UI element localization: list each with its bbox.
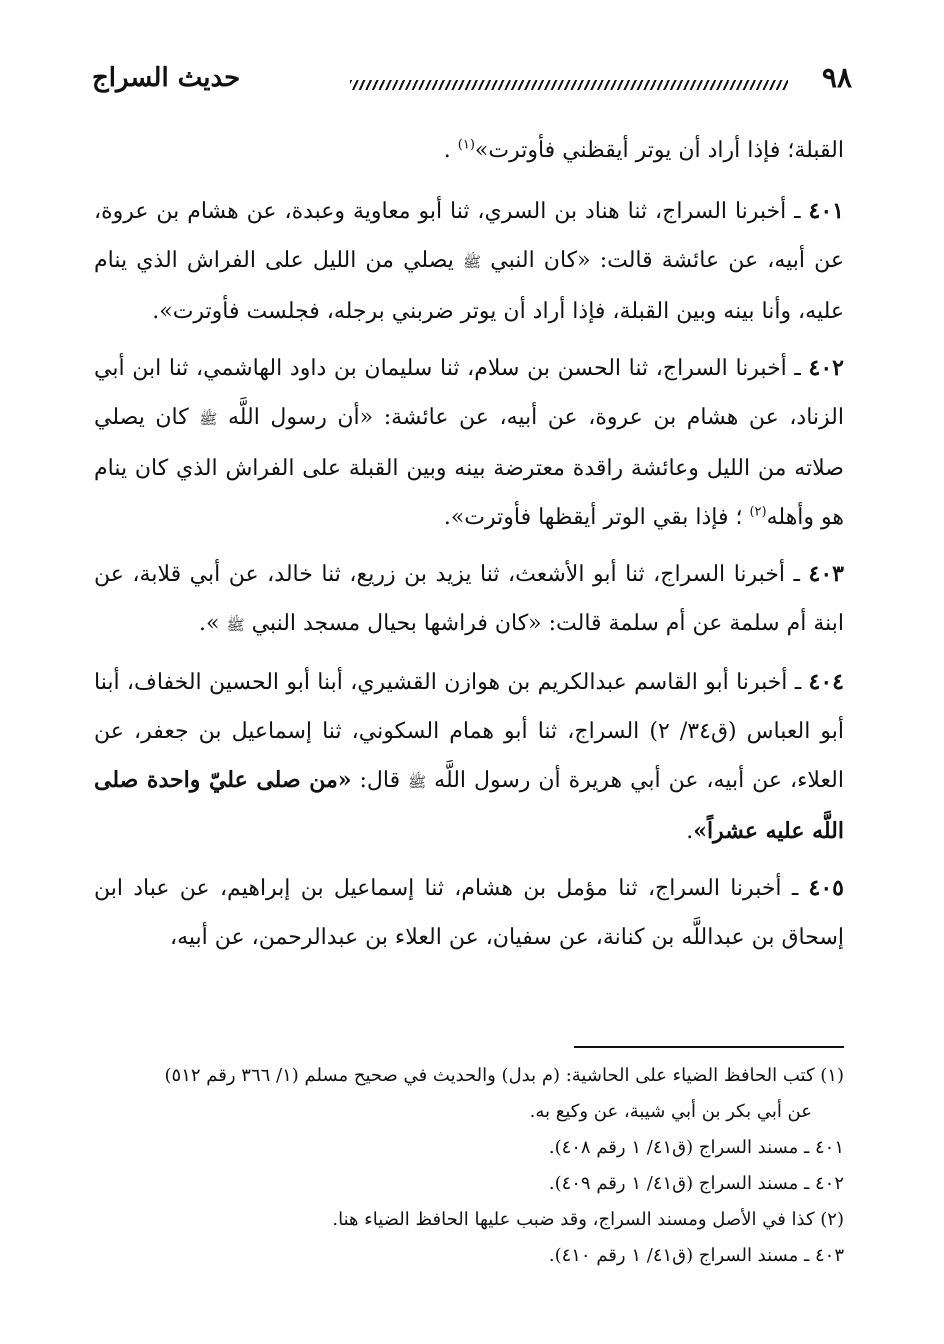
salawat-ligature-icon: ﷺ [226,616,245,634]
salawat-ligature-icon: ﷺ [408,773,427,791]
footnote-marker: (٢) [749,504,767,520]
hadith-number: ٤٠٥ [808,875,844,901]
text-span: ؛ فإذا بقي الوتر أيقظها فأوترت». [443,505,750,530]
footnotes [94,1046,844,1274]
hadith-number: ٤٠٣ [808,561,844,587]
footnote-403: ٤٠٣ ـ مسند السراج (ق٤١/ ١ رقم ٤١٠). [548,1245,844,1266]
text-span: يصلي من الليل على الفراش الذي ينام عليه، وأنا بينه وبين القبلة، فإذا أراد أن يوتر ضربني برجله، فجلست فأوترت». [94,248,844,324]
text-span: ». [199,611,227,636]
text-span: . [443,138,458,163]
running-title: حديث السراج [92,63,241,93]
main-text [94,126,844,970]
footnote-1-continuation: عن أبي بكر بن أبي شيبة، عن وكيع به. [529,1101,812,1122]
hadith-402 [94,344,844,542]
text-span: ـ أخبرنا أبو القاسم عبدالكريم بن هوازن القشيري، أبنا أبو الحسين الخفاف، أبنا أبو العباس (ق٣٤/ ٢) السراج، ثنا أبو همام السكوني، ثنا إسماعيل بن جعفر، عن العلاء، عن أبيه، عن أبي هريرة أن رسول اللَّه [94,670,845,793]
page-number: ٩٨ [821,61,852,94]
footnote-1: (١) كتب الحافظ الضياء على الحاشية: (م بدل) والحديث في صحيح مسلم (١/ ٣٦٦ رقم ٥١٢) [164,1065,844,1086]
text-span: قال: [351,768,409,793]
page-header [92,58,852,98]
footnote-401: ٤٠١ ـ مسند السراج (ق٤١/ ١ رقم ٤٠٨). [548,1137,844,1158]
text-span: ـ أخبرنا السراج، ثنا هناد بن السري، ثنا أبو معاوية وعبدة، عن هشام بن عروة، عن أبيه، عن عائشة قالت: «كان النبي [94,199,844,273]
text-span: ـ أخبرنا السراج، ثنا مؤمل بن هشام، ثنا إسماعيل بن إبراهيم، عن عباد ابن إسحاق بن عبداللَّه بن كنانة، عن سفيان، عن العلاء بن عبدالرحمن، عن أبيه، [94,876,844,950]
text-span: . [686,819,694,844]
hadith-403 [94,550,844,650]
hadith-number: ٤٠٤ [808,669,844,695]
text-span: كان يصلي صلاته من الليل وعائشة راقدة معترضة بينه وبين القبلة على الفراش الذي كان ينام هو وأهله [94,405,844,530]
hadith-number: ٤٠١ [808,198,844,224]
text-span: القبلة؛ فإذا أراد أن يوتر أيقظني فأوترت» [474,138,844,163]
hadith-404 [94,658,844,856]
paragraph-continuation [94,126,844,175]
salawat-ligature-icon: ﷺ [199,410,218,428]
footnote-2: (٢) كذا في الأصل ومسند السراج، وقد ضبب عليها الحافظ الضياء هنا. [332,1209,844,1230]
header-ornament-rule [350,80,788,90]
text-span: ـ أخبرنا السراج، ثنا الحسن بن سلام، ثنا سليمان بن داود الهاشمي، ثنا ابن أبي الزناد، عن هشام بن عروة، عن أبيه، عن عائشة: «أن رسول اللَّه [94,356,844,430]
footnote-402: ٤٠٢ ـ مسند السراج (ق٤١/ ١ رقم ٤٠٩). [548,1173,844,1194]
footnote-marker: (١) [457,137,475,153]
hadith-number: ٤٠٢ [808,355,844,381]
salawat-ligature-icon: ﷺ [463,253,482,271]
text-span: ـ أخبرنا السراج، ثنا أبو الأشعث، ثنا يزيد بن زريع، ثنا خالد، عن أبي قلابة، عن ابنة أم سلمة عن أم سلمة قالت: «كان فراشها بحيال مسجد النبي [94,562,844,636]
hadith-quote-bold: «من صلى عليّ واحدة صلى اللَّه عليه عشراً» [94,767,844,844]
hadith-405 [94,864,844,962]
hadith-401 [94,187,844,336]
